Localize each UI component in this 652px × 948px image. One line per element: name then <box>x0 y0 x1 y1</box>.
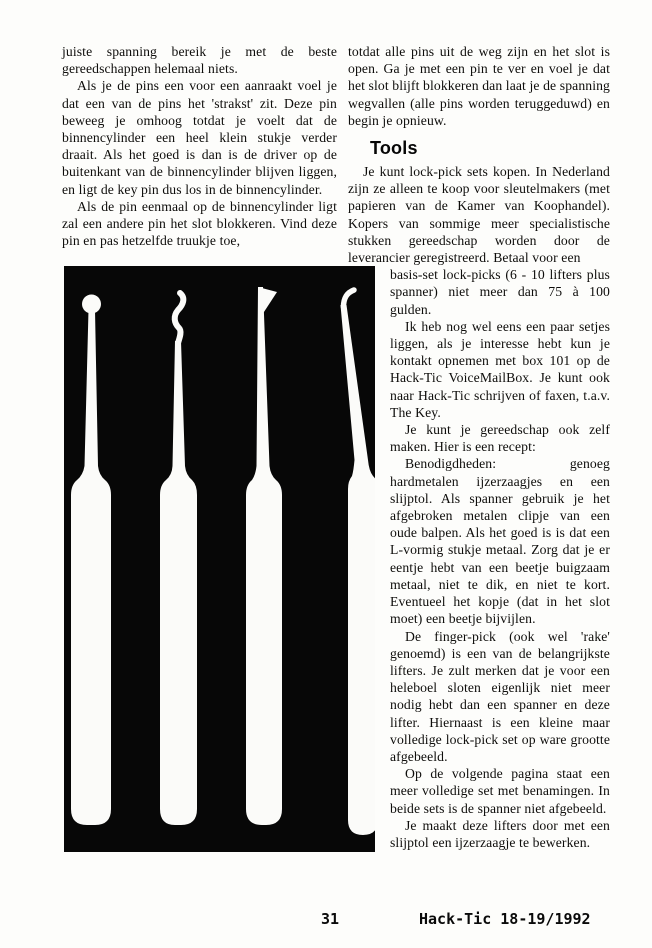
text-beside-figure <box>390 266 610 851</box>
snake-rake-pick-icon <box>160 293 197 825</box>
paragraph-finger-pick: De finger-pick (ook wel 'rake' genoemd) is een van de belangrijkste lifters. Je zult merken dat je voor een heleboel sloten eigenlijk niet meer nodig hebt dan een spanner en deze lifter. Hiernaast is een kleine maar volledige lock-pick set op ware grootte afgebeeld. <box>390 628 610 764</box>
paragraph-make-lifters: Je maakt deze lifters door met een slijptol een ijzerzaagje te bewerken. <box>390 817 610 850</box>
paragraph-buy-wrapped: basis-set lock-picks (6 - 10 lifters plus spanner) niet meer dan 75 à 100 gulden. <box>390 267 610 317</box>
paragraph-recipe: Benodigdheden: genoeg hardmetalen ijzerzaagjes en een slijptol. Als spanner gebruik je het afgebroken metalen clipje van een oude balpen. Als het goed is is dat een L-vormig stukje metaal. Zorg dat je er eentje hebt van een beetje buigzaam metaal, niet te dik, en niet te kort. Eventueel het kopje (dat in het slot moet) een beetje bijvijlen. <box>390 456 610 627</box>
paragraph-next-page: Op de volgende pagina staat een meer volledige set met benamingen. In beide sets is de spanner niet afgebeeld. <box>390 766 610 816</box>
paragraph-blocking: Als de pin eenmaal op de binnencylinder ligt zal een andere pin het slot blokkeren. Vind deze pin en pas hetzelfde truukje toe, <box>62 198 337 249</box>
lockpick-figure <box>64 266 375 852</box>
paragraph-intro: totdat alle pins uit de weg zijn en het slot is open. Ga je met een pin te ver en voel je dat het slot blijft blokkeren dan laat je de spanning wegvallen (alle pins worden teruggeduwd) en begin je opnieuw. <box>348 44 610 128</box>
magazine-title: Hack-Tic 18-19/1992 <box>419 910 591 928</box>
paragraph-contact: Ik heb nog wel eens een paar setjes liggen, als je interesse hebt kun je kontakt opnemen met box 101 op de Hack-Tic VoiceMailBox. Je kunt ook naar Hack-Tic schrijven of faxen, t.a.v. The Key. <box>390 318 610 420</box>
paragraph-buy-start: Je kunt lock-pick sets kopen. In Nederland zijn ze alleen te koop voor sleutelmakers (met papieren van de Kamer van Koophandel). Kopers van sommige meer specialistische stukken gereedschap worden door de leverancier geregistreerd. Betaal voor een <box>348 164 610 266</box>
page-number: 31 <box>321 910 340 928</box>
paragraph-self-made: Je kunt je gereedschap ook zelf maken. Hier is een recept: <box>390 422 610 455</box>
paragraph-continuation: juiste spanning bereik je met de beste gereedschappen helemaal niets. <box>62 44 337 77</box>
right-column <box>348 43 610 851</box>
ball-pick-icon <box>71 295 111 826</box>
half-diamond-pick-icon <box>246 287 282 825</box>
left-column <box>62 43 337 249</box>
paragraph-pins: Als je de pins een voor een aanraakt voel je dat een van de pins het 'strakst' zit. Deze pin beweeg je omhoog totdat je voelt dat de binnencylinder een heel klein stukje verder draait. Als het goed is dan is de driver op de buitenkant van de binnencylinder blijven liggen, en ligt de key pin dus los in de binnencylinder. <box>62 78 337 197</box>
lockpick-illustration <box>64 266 375 852</box>
tools-heading: Tools <box>370 138 418 159</box>
